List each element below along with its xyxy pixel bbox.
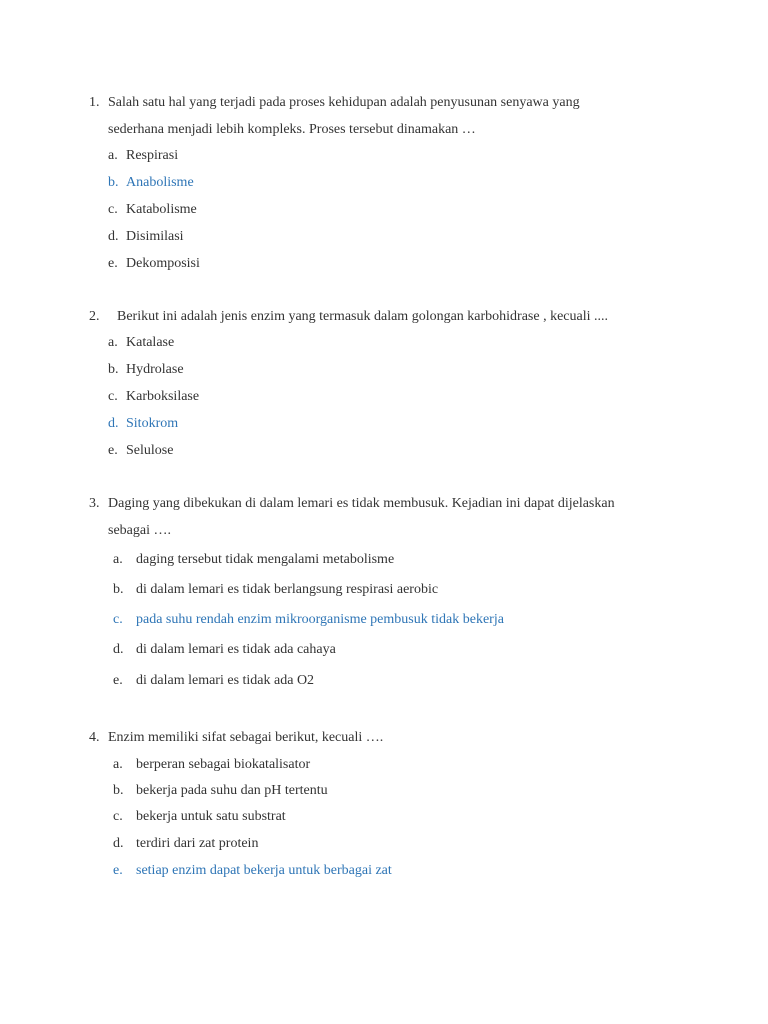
answer-option-b-correct xyxy=(108,174,194,192)
option-text: di dalam lemari es tidak berlangsung respirasi aerobic xyxy=(136,582,439,597)
answer-option-c xyxy=(108,388,199,406)
answer-option-a xyxy=(113,551,394,569)
question-text: Berikut ini adalah jenis enzim yang termasuk dalam golongan karbohidrase , kecuali .... xyxy=(117,309,609,324)
option-text: bekerja pada suhu dan pH tertentu xyxy=(136,783,328,798)
question-text: sebagai …. xyxy=(108,523,171,538)
option-letter: a. xyxy=(108,148,118,163)
option-letter: b. xyxy=(108,362,119,377)
option-text: Sitokrom xyxy=(126,416,179,431)
answer-option-d xyxy=(113,641,336,659)
option-text: di dalam lemari es tidak ada cahaya xyxy=(136,642,336,657)
answer-option-c xyxy=(113,808,286,826)
option-letter: c. xyxy=(113,809,123,824)
option-letter: a. xyxy=(108,335,118,350)
option-text: Respirasi xyxy=(126,148,179,163)
option-text: terdiri dari zat protein xyxy=(136,836,259,851)
option-text: Katabolisme xyxy=(126,202,197,217)
question-text: sederhana menjadi lebih kompleks. Proses tersebut dinamakan … xyxy=(108,122,476,137)
option-text: setiap enzim dapat bekerja untuk berbagai zat xyxy=(136,863,392,878)
option-text: daging tersebut tidak mengalami metabolisme xyxy=(136,552,395,567)
question-text: Salah satu hal yang terjadi pada proses kehidupan adalah penyusunan senyawa yang xyxy=(108,95,580,110)
option-text: Anabolisme xyxy=(126,175,194,190)
answer-option-b xyxy=(113,581,438,599)
option-text: Disimilasi xyxy=(126,229,184,244)
option-text: di dalam lemari es tidak ada O2 xyxy=(136,673,315,688)
option-letter: e. xyxy=(108,443,118,458)
answer-option-e xyxy=(108,442,173,460)
answer-option-d xyxy=(108,228,184,246)
option-letter: d. xyxy=(113,642,124,657)
option-text: bekerja untuk satu substrat xyxy=(136,809,286,824)
answer-option-d xyxy=(113,835,258,853)
question-number: 4. xyxy=(89,730,100,745)
option-letter: e. xyxy=(113,673,123,688)
option-text: Hydrolase xyxy=(126,362,184,377)
option-letter: b. xyxy=(113,582,124,597)
question-text: Daging yang dibekukan di dalam lemari es tidak membusuk. Kejadian ini dapat dijelaskan xyxy=(108,496,615,511)
answer-option-c-correct xyxy=(113,611,504,629)
answer-option-e xyxy=(108,255,200,273)
answer-option-a xyxy=(113,756,310,774)
question-text: Enzim memiliki sifat sebagai berikut, kecuali …. xyxy=(108,730,384,745)
option-letter: b. xyxy=(113,783,124,798)
question-number: 3. xyxy=(89,496,100,511)
option-letter: a. xyxy=(113,552,123,567)
option-text: pada suhu rendah enzim mikroorganisme pembusuk tidak bekerja xyxy=(136,612,504,627)
option-letter: e. xyxy=(113,863,123,878)
option-letter: d. xyxy=(113,836,124,851)
answer-option-a xyxy=(108,334,174,352)
option-letter: c. xyxy=(113,612,123,627)
option-letter: d. xyxy=(108,416,119,431)
answer-option-a xyxy=(108,147,178,165)
option-text: berperan sebagai biokatalisator xyxy=(136,757,311,772)
option-text: Katalase xyxy=(126,335,175,350)
option-letter: a. xyxy=(113,757,123,772)
answer-option-c xyxy=(108,201,197,219)
answer-option-d-correct xyxy=(108,415,178,433)
option-letter: d. xyxy=(108,229,119,244)
question-number: 1. xyxy=(89,95,100,110)
answer-option-e xyxy=(113,672,314,690)
option-text: Selulose xyxy=(126,443,174,458)
answer-option-b xyxy=(108,361,184,379)
option-text: Dekomposisi xyxy=(126,256,200,271)
answer-option-e-correct xyxy=(113,862,392,880)
option-letter: e. xyxy=(108,256,118,271)
option-letter: c. xyxy=(108,389,118,404)
option-letter: c. xyxy=(108,202,118,217)
option-letter: b. xyxy=(108,175,119,190)
question-number: 2. xyxy=(89,309,100,324)
answer-option-b xyxy=(113,782,328,800)
option-text: Karboksilase xyxy=(126,389,200,404)
